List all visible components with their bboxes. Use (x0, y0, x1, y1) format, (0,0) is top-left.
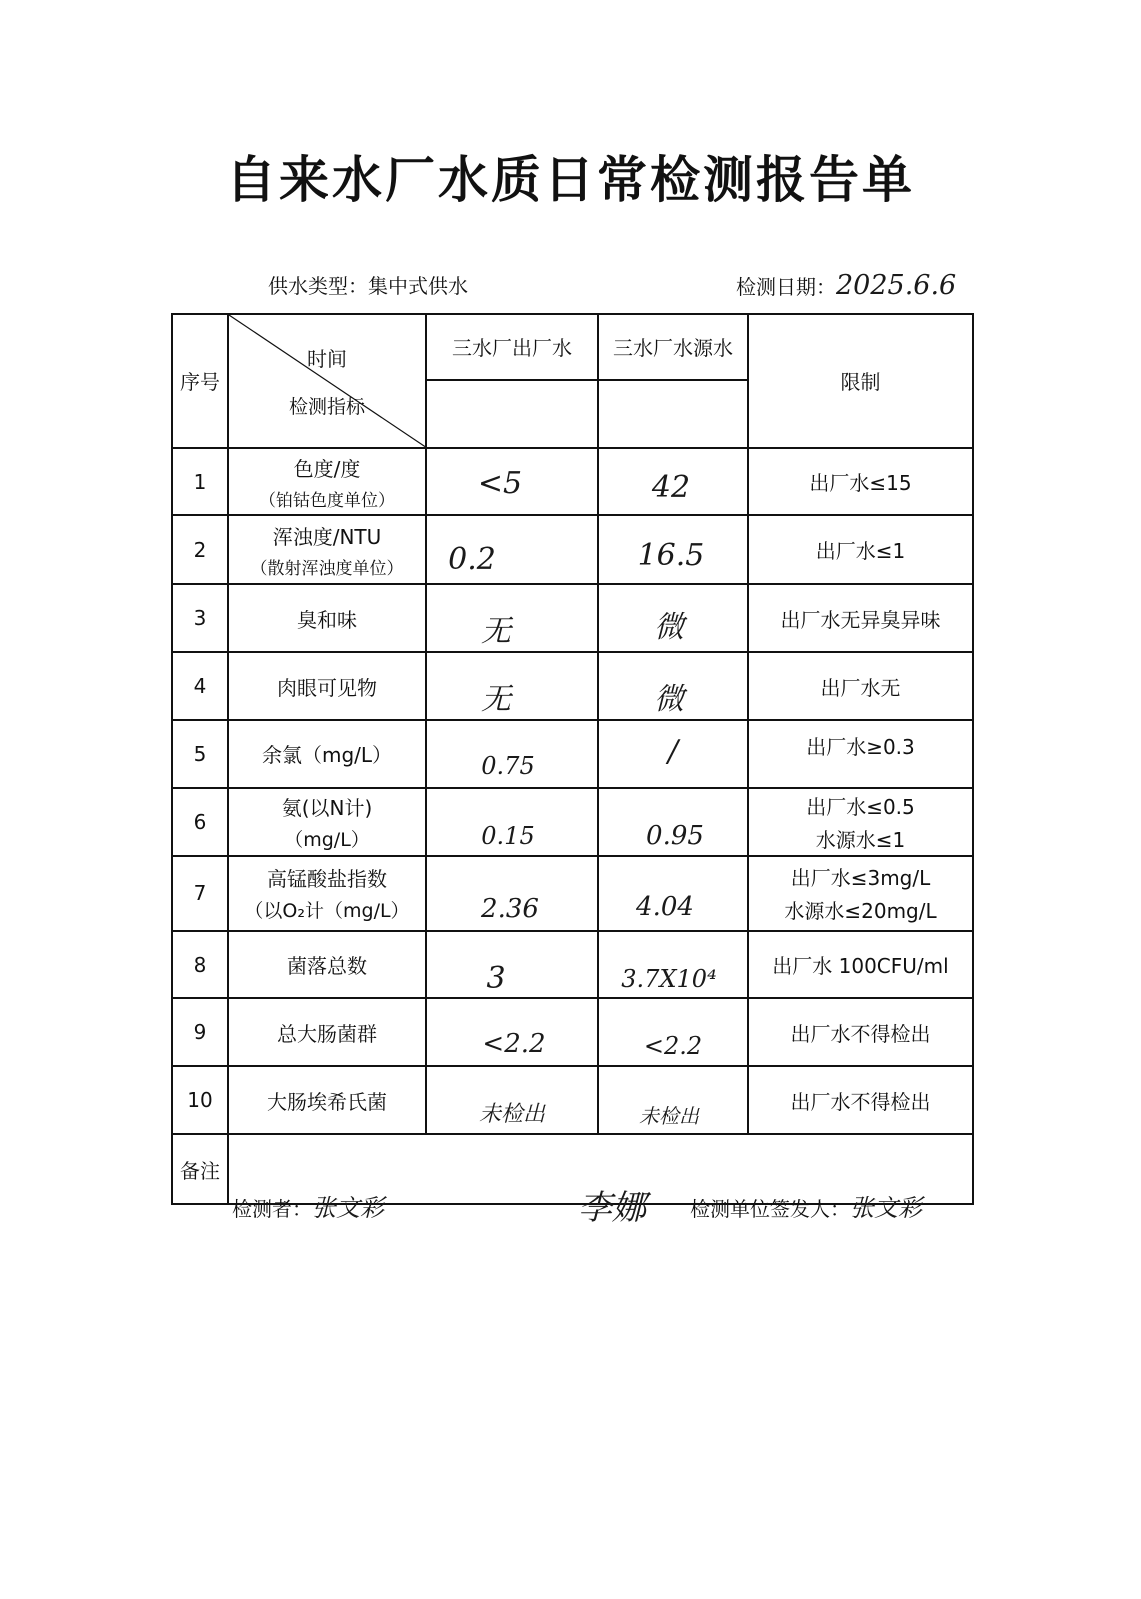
header-seq: 序号 (172, 314, 228, 448)
row-item (228, 515, 426, 584)
row-item-name: 氨(以N计) (281, 795, 373, 820)
header-col1-blank (426, 380, 598, 448)
row-item-name: 色度/度 (293, 456, 361, 481)
table-row (172, 856, 973, 931)
handwritten-value: 微 (654, 682, 684, 717)
table-row (172, 998, 973, 1066)
row-value-finished (426, 515, 598, 584)
row-limit (748, 448, 973, 516)
tester-signature: 张文彩 (312, 1194, 384, 1222)
row-limit-text: 出厂水≤3mg/L (790, 866, 931, 891)
row-limit-text: 出厂水不得检出 (790, 1021, 931, 1046)
handwritten-value: 2.36 (481, 894, 539, 925)
row-value-finished (426, 856, 598, 931)
row-value-source (598, 856, 748, 931)
handwritten-value: 0.75 (481, 751, 535, 780)
row-number: 1 (172, 448, 228, 516)
table-row (172, 931, 973, 999)
row-limit-text: 出厂水无异臭异味 (780, 607, 941, 632)
header-col2: 三水厂水源水 (598, 314, 748, 380)
row-value-finished (426, 931, 598, 999)
row-value-source (598, 584, 748, 652)
row-value-source (598, 515, 748, 584)
row-value-source (598, 652, 748, 720)
header-col2-blank (598, 380, 748, 448)
row-limit-text-2: 水源水≤1 (815, 827, 906, 852)
row-item (228, 448, 426, 516)
header-col1: 三水厂出厂水 (426, 314, 598, 380)
handwritten-value: 0.95 (646, 820, 704, 851)
handwritten-value: 16.5 (637, 538, 705, 574)
header-item: 检测指标 (289, 395, 366, 418)
row-value-source (598, 720, 748, 788)
row-number: 6 (172, 788, 228, 856)
tester-label: 检测者： (232, 1197, 312, 1221)
row-number: 5 (172, 720, 228, 788)
handwritten-value: <2.2 (482, 1029, 546, 1060)
row-number: 2 (172, 515, 228, 584)
handwritten-value: 未检出 (478, 1101, 545, 1127)
table-row (172, 720, 973, 788)
row-item (228, 584, 426, 652)
row-limit-text: 出厂水≤0.5 (806, 794, 915, 819)
row-value-finished (426, 720, 598, 788)
table-row (172, 584, 973, 652)
row-limit (748, 652, 973, 720)
table-row (172, 1066, 973, 1134)
supply-type-line (268, 270, 468, 299)
row-item (228, 1066, 426, 1134)
row-item (228, 652, 426, 720)
table-row (172, 448, 973, 516)
header-diagonal-cell (228, 314, 426, 448)
row-value-source (598, 788, 748, 856)
handwritten-value: 微 (654, 610, 684, 646)
row-limit (748, 584, 973, 652)
issuer-signature: 张文彩 (850, 1194, 922, 1222)
handwritten-value: 未检出 (639, 1103, 699, 1128)
row-limit-text: 出厂水无 (820, 675, 901, 700)
row-value-finished (426, 652, 598, 720)
row-value-finished (426, 998, 598, 1066)
header-limit: 限制 (748, 314, 973, 448)
row-value-finished (426, 788, 598, 856)
row-value-source (598, 448, 748, 516)
row-item (228, 856, 426, 931)
row-item (228, 720, 426, 788)
row-item-sub: （散射浑浊度单位） (250, 558, 404, 579)
handwritten-value: 0.15 (481, 821, 535, 850)
row-limit (748, 1066, 973, 1134)
row-item-name: 总大肠菌群 (277, 1021, 377, 1046)
row-number: 7 (172, 856, 228, 931)
row-number: 4 (172, 652, 228, 720)
row-value-source (598, 998, 748, 1066)
handwritten-value: 4.04 (636, 892, 694, 923)
row-limit-text: 出厂水 100CFU/ml (772, 954, 949, 978)
row-item (228, 788, 426, 856)
row-limit-text: 出厂水不得检出 (790, 1089, 931, 1114)
row-limit (748, 788, 973, 856)
test-date-value: 2025.6.6 (836, 270, 957, 301)
row-value-finished (426, 448, 598, 516)
issuer-line (690, 1188, 922, 1223)
row-item-name: 肉眼可见物 (277, 675, 377, 700)
page-title: 自来水厂水质日常检测报告单 (226, 151, 915, 209)
row-number: 10 (172, 1066, 228, 1134)
issuer-label: 检测单位签发人： (690, 1197, 850, 1221)
row-item (228, 931, 426, 999)
handwritten-value: <5 (477, 466, 523, 501)
row-item-name: 余氯（mg/L） (261, 743, 393, 768)
reviewer-signature: 李娜 (578, 1188, 646, 1228)
supply-type-value: 集中式供水 (368, 274, 468, 298)
row-item-name: 大肠埃希氏菌 (267, 1089, 387, 1114)
handwritten-value: 3 (486, 961, 506, 996)
row-limit-text: 出厂水≥0.3 (806, 734, 915, 759)
handwritten-value: 42 (651, 470, 691, 505)
row-item-sub: （以O₂计（mg/L） (244, 900, 410, 923)
handwritten-value: / (667, 734, 679, 770)
table-row (172, 515, 973, 584)
diagonal-line (229, 315, 425, 447)
row-limit (748, 998, 973, 1066)
report-table (171, 313, 974, 1205)
handwritten-value: <2.2 (643, 1032, 703, 1061)
row-value-source (598, 931, 748, 999)
row-number: 9 (172, 998, 228, 1066)
row-limit (748, 856, 973, 931)
remarks-label: 备注 (172, 1134, 228, 1204)
row-limit (748, 720, 973, 788)
row-value-source (598, 1066, 748, 1134)
row-value-finished (426, 1066, 598, 1134)
test-date-label: 检测日期： (736, 275, 836, 299)
handwritten-value: 无 (481, 682, 511, 717)
tester-line (232, 1188, 384, 1223)
row-item-name: 臭和味 (297, 607, 357, 632)
row-number: 8 (172, 931, 228, 999)
supply-type-label: 供水类型： (268, 274, 368, 298)
row-limit (748, 931, 973, 999)
row-number: 3 (172, 584, 228, 652)
handwritten-value: 0.2 (448, 542, 496, 578)
table-row (172, 652, 973, 720)
row-item-name: 高锰酸盐指数 (267, 867, 387, 892)
row-limit (748, 515, 973, 584)
row-item-sub: （mg/L） (284, 828, 370, 851)
header-row (172, 314, 973, 380)
row-limit-text: 出厂水≤15 (809, 471, 912, 495)
row-item-name: 浑浊度/NTU (272, 524, 382, 549)
table-row (172, 788, 973, 856)
row-item-sub: （铂钴色度单位） (259, 490, 395, 511)
row-item (228, 998, 426, 1066)
handwritten-value: 无 (481, 614, 511, 650)
test-date-line (736, 270, 956, 301)
handwritten-value: 3.7X10⁴ (621, 964, 717, 993)
row-limit-text: 出厂水≤1 (815, 539, 906, 564)
row-item-name: 菌落总数 (287, 954, 367, 978)
header-time: 时间 (307, 347, 347, 371)
row-limit-text-2: 水源水≤20mg/L (784, 899, 937, 924)
row-value-finished (426, 584, 598, 652)
